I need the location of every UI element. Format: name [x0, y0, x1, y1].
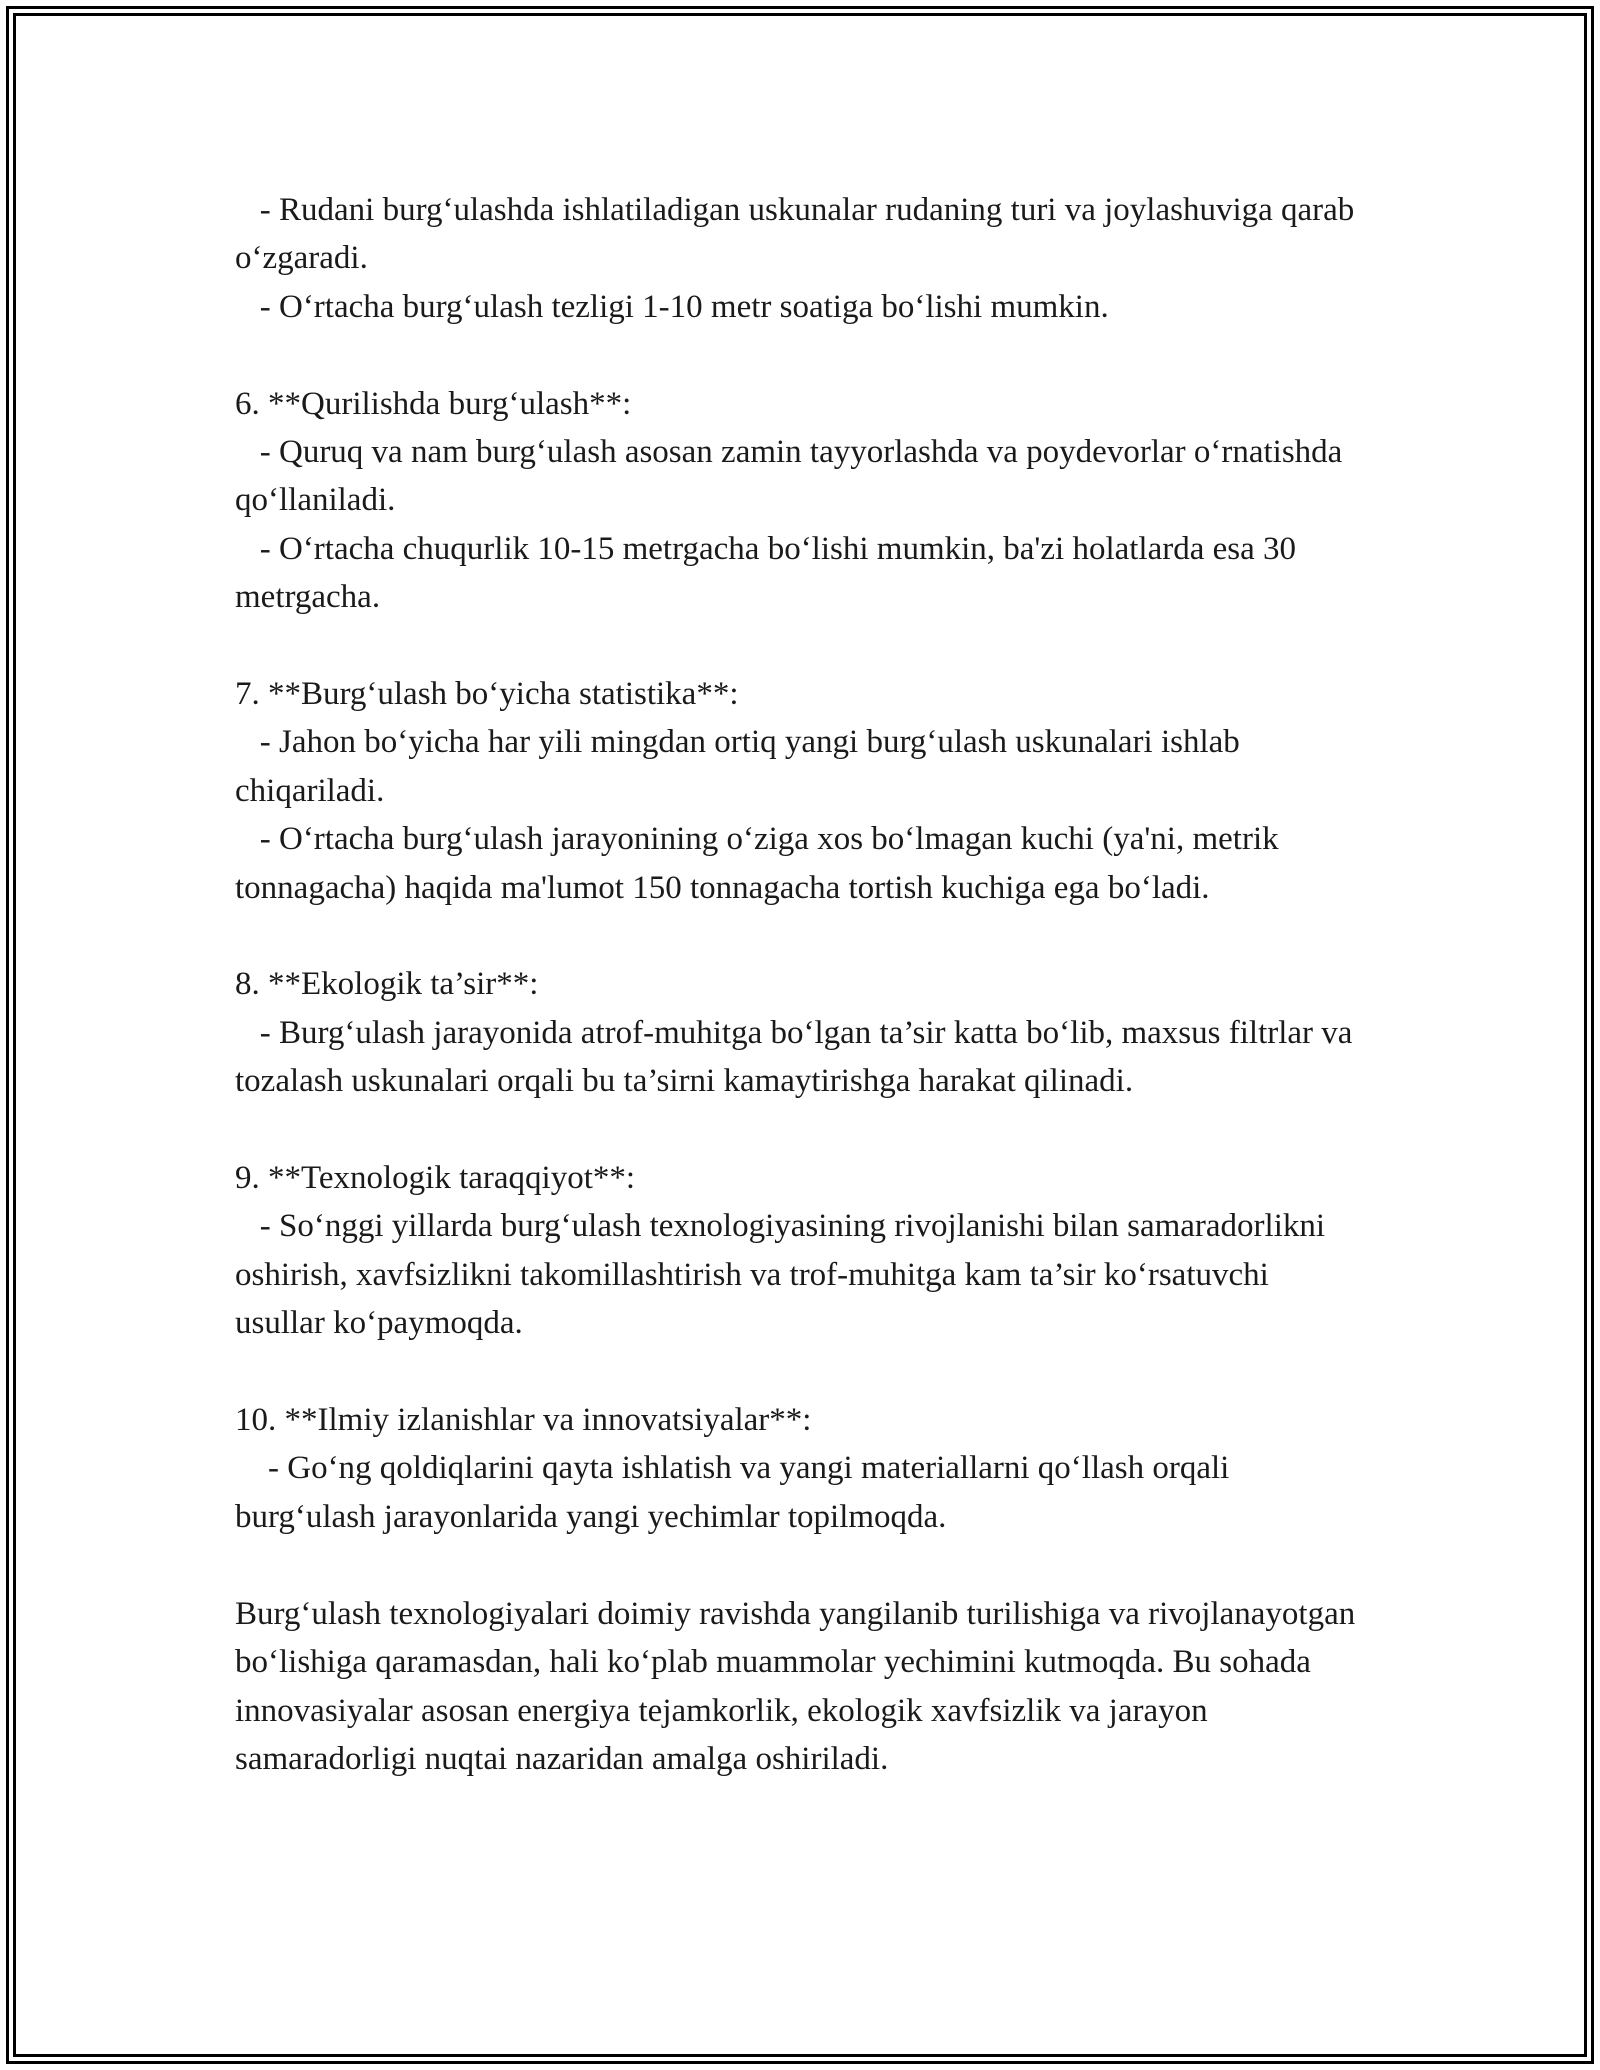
bullet-line: - O‘rtacha chuqurlik 10-15 metrgacha bo‘lishi mumkin, ba'zi holatlarda esa 30 metrgacha. — [235, 530, 1305, 616]
section-rudani — [235, 186, 1365, 331]
bullet-line: - Go‘ng qoldiqlarini qayta ishlatish va yangi materiallarni qo‘llash orqali burg‘ulash jarayonlarida yangi yechimlar topilmoqda. — [235, 1450, 1238, 1535]
section-heading: 10. **Ilmiy izlanishlar va innovatsiyalar**: — [235, 1402, 812, 1439]
bullet-line: - O‘rtacha burg‘ulash jarayonining o‘ziga xos bo‘lmagan kuchi (ya'ni, metrik tonnagacha) haqida ma'lumot 150 tonnagacha tortish kuchiga ega bo‘ladi. — [235, 821, 1287, 906]
conclusion-text: Burg‘ulash texnologiyalari doimiy ravishda yangilanib turilishiga va rivojlanayotgan bo‘lishiga qaramasdan, hali ko‘plab muammolar yechimini kutmoqda. Bu sohada innovasiyalar asosan energiya tejamkorlik, ekologik xavfsizlik va jarayon samaradorligi nuqtai nazaridan amalga oshiriladi. — [235, 1595, 1364, 1777]
section-heading: 9. **Texnologik taraqqiyot**: — [235, 1160, 636, 1197]
document-body — [235, 186, 1365, 1783]
section-6 — [235, 380, 1365, 622]
bullet-line: - Burg‘ulash jarayonida atrof-muhitga bo‘lgan ta’sir katta bo‘lib, maxsus filtrlar va tozalash uskunalari orqali bu ta’sirni kamaytirishga harakat qilinadi. — [235, 1014, 1361, 1100]
bullet-line: - O‘rtacha burg‘ulash tezligi 1-10 metr soatiga bo‘lishi mumkin. — [235, 288, 1109, 325]
section-9 — [235, 1154, 1365, 1348]
section-7 — [235, 670, 1365, 912]
bullet-line: - Rudani burg‘ulashda ishlatiladigan uskunalar rudaning turi va joylashuviga qarab o‘zgaradi. — [235, 192, 1363, 277]
section-heading: 6. **Qurilishda burg‘ulash**: — [235, 385, 632, 422]
bullet-line: - Quruq va nam burg‘ulash asosan zamin tayyorlashda va poydevorlar o‘rnatishda qo‘llaniladi. — [235, 434, 1351, 519]
section-heading: 7. **Burg‘ulash bo‘yicha statistika**: — [235, 676, 739, 713]
conclusion-paragraph — [235, 1590, 1365, 1784]
section-8 — [235, 960, 1365, 1105]
bullet-line: - So‘nggi yillarda burg‘ulash texnologiyasining rivojlanishi bilan samaradorlikni oshirish, xavfsizlikni takomillashtirish va trof-muhitga kam ta’sir ko‘rsatuvchi usullar ko‘paymoqda. — [235, 1208, 1334, 1342]
bullet-line: - Jahon bo‘yicha har yili mingdan ortiq yangi burg‘ulash uskunalari ishlab chiqariladi. — [235, 724, 1249, 809]
section-10 — [235, 1396, 1365, 1541]
section-heading: 8. **Ekologik ta’sir**: — [235, 966, 539, 1003]
